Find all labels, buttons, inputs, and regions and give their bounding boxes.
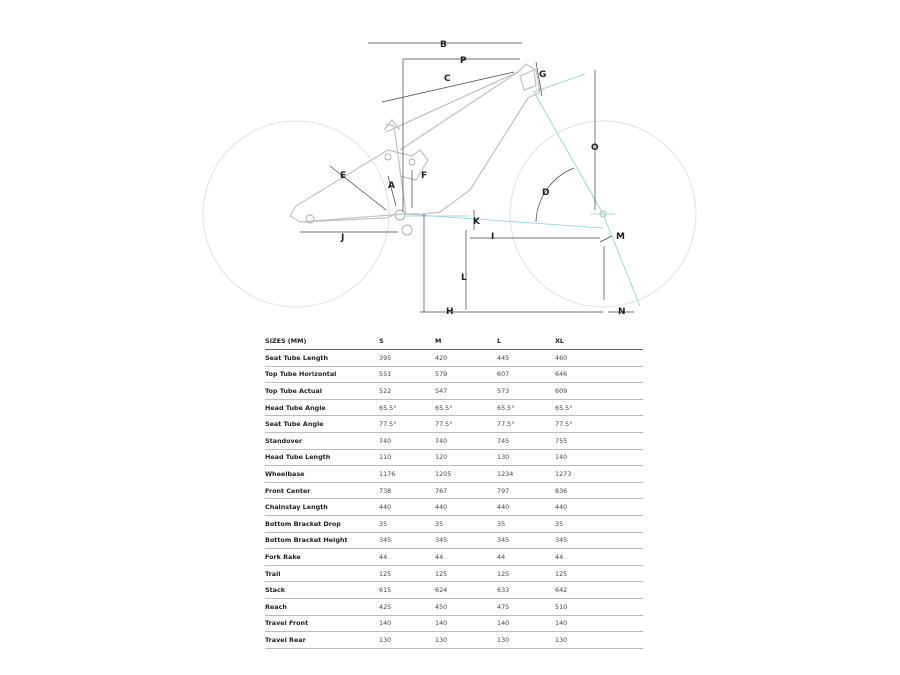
dim-label-g: G [539,70,547,80]
cell-size-xl: 125 [555,565,643,582]
cell-size-s: 1176 [379,466,435,483]
table-row [265,350,643,367]
dim-label-e: E [340,171,347,181]
dim-label-f: F [421,171,428,181]
cell-size-l: 797 [497,482,555,499]
dim-label-n: N [618,307,626,317]
row-label: Stack [265,582,379,599]
dim-label-j: J [341,233,345,243]
header-size-xl: XL [555,332,643,350]
cell-size-s: 522 [379,383,435,400]
table-row [265,515,643,532]
header-sizes: SIZES (MM) [265,332,379,350]
cell-size-l: 445 [497,350,555,367]
row-label: Head Tube Angle [265,399,379,416]
table-row [265,549,643,566]
row-label: Top Tube Actual [265,383,379,400]
row-label: Chainstay Length [265,499,379,516]
dim-label-k: K [473,217,480,227]
cell-size-l: 130 [497,449,555,466]
geometry-table [265,332,643,649]
cell-size-s: 425 [379,598,435,615]
cell-size-l: 745 [497,432,555,449]
cell-size-s: 615 [379,582,435,599]
rear-wheel [203,121,389,307]
row-label: Reach [265,598,379,615]
dim-label-c: C [444,74,451,84]
cell-size-xl: 755 [555,432,643,449]
cell-size-l: 125 [497,565,555,582]
cell-size-l: 140 [497,615,555,632]
cell-size-xl: 510 [555,598,643,615]
dim-label-d: D [542,188,550,198]
table-row [265,632,643,649]
row-label: Travel Rear [265,632,379,649]
cell-size-m: 140 [435,615,497,632]
cell-size-m: 624 [435,582,497,599]
header-size-m: M [435,332,497,350]
pivot-upper [409,159,415,165]
dim-label-b: B [440,40,447,50]
cell-size-m: 440 [435,499,497,516]
cell-size-xl: 345 [555,532,643,549]
cell-size-s: 738 [379,482,435,499]
cell-size-s: 740 [379,432,435,449]
cell-size-l: 607 [497,366,555,383]
row-label: Top Tube Horizontal [265,366,379,383]
table-body [265,350,643,649]
cell-size-l: 1234 [497,466,555,483]
cell-size-s: 140 [379,615,435,632]
cell-size-l: 44 [497,549,555,566]
table-row [265,466,643,483]
table-row [265,383,643,400]
cell-size-l: 633 [497,582,555,599]
cell-size-s: 440 [379,499,435,516]
table-row [265,432,643,449]
row-label: Seat Tube Length [265,350,379,367]
table-row [265,582,643,599]
cell-size-xl: 140 [555,449,643,466]
cell-size-xl: 609 [555,383,643,400]
row-label: Head Tube Length [265,449,379,466]
table-row [265,499,643,516]
cell-size-s: 125 [379,565,435,582]
cell-size-s: 130 [379,632,435,649]
cell-size-m: 1205 [435,466,497,483]
cell-size-s: 44 [379,549,435,566]
bike-geometry-diagram [0,0,900,330]
cell-size-s: 395 [379,350,435,367]
cell-size-s: 110 [379,449,435,466]
row-label: Travel Front [265,615,379,632]
cell-size-s: 77.5° [379,416,435,433]
dim-label-h: H [446,307,454,317]
table-row [265,615,643,632]
table-row [265,399,643,416]
cell-size-xl: 460 [555,350,643,367]
cell-size-m: 120 [435,449,497,466]
pivot-seatstay [385,154,391,160]
cell-size-m: 740 [435,432,497,449]
header-size-l: L [497,332,555,350]
bike-frame [290,64,540,222]
row-label: Seat Tube Angle [265,416,379,433]
cell-size-xl: 642 [555,582,643,599]
row-label: Front Center [265,482,379,499]
cell-size-l: 573 [497,383,555,400]
cell-size-m: 345 [435,532,497,549]
table-row [265,449,643,466]
cell-size-m: 130 [435,632,497,649]
cell-size-xl: 44 [555,549,643,566]
cell-size-xl: 130 [555,632,643,649]
table-row [265,565,643,582]
row-label: Fork Rake [265,549,379,566]
cell-size-s: 65.5° [379,399,435,416]
cell-size-m: 35 [435,515,497,532]
cell-size-m: 767 [435,482,497,499]
cell-size-m: 420 [435,350,497,367]
cell-size-xl: 140 [555,615,643,632]
cell-size-m: 547 [435,383,497,400]
cell-size-m: 44 [435,549,497,566]
table-row [265,366,643,383]
cell-size-m: 125 [435,565,497,582]
row-label: Standover [265,432,379,449]
dim-label-p: P [460,56,467,66]
cell-size-l: 130 [497,632,555,649]
cell-size-l: 440 [497,499,555,516]
geometry-reference-lines [404,74,640,306]
cell-size-s: 345 [379,532,435,549]
cell-size-xl: 1273 [555,466,643,483]
table-row [265,598,643,615]
dim-label-m: M [616,232,625,242]
cell-size-xl: 440 [555,499,643,516]
cell-size-xl: 35 [555,515,643,532]
dim-label-l: L [461,273,467,283]
cell-size-m: 450 [435,598,497,615]
cell-size-xl: 77.5° [555,416,643,433]
cell-size-l: 345 [497,532,555,549]
cell-size-s: 551 [379,366,435,383]
cell-size-l: 475 [497,598,555,615]
table-row [265,416,643,433]
row-label: Bottom Bracket Height [265,532,379,549]
cell-size-m: 77.5° [435,416,497,433]
dimension-lines [300,43,634,312]
cell-size-l: 65.5° [497,399,555,416]
cell-size-m: 65.5° [435,399,497,416]
dim-label-a: A [388,181,395,191]
cell-size-xl: 646 [555,366,643,383]
cell-size-l: 77.5° [497,416,555,433]
cell-size-xl: 65.5° [555,399,643,416]
header-size-s: S [379,332,435,350]
row-label: Wheelbase [265,466,379,483]
table-row [265,482,643,499]
table-row [265,532,643,549]
dim-label-i: I [491,232,495,242]
cell-size-s: 35 [379,515,435,532]
row-label: Bottom Bracket Drop [265,515,379,532]
cell-size-xl: 836 [555,482,643,499]
cell-size-l: 35 [497,515,555,532]
table-header-row [265,332,643,350]
dim-label-o: O [591,143,599,153]
row-label: Trail [265,565,379,582]
cell-size-m: 579 [435,366,497,383]
chainring [402,225,412,235]
